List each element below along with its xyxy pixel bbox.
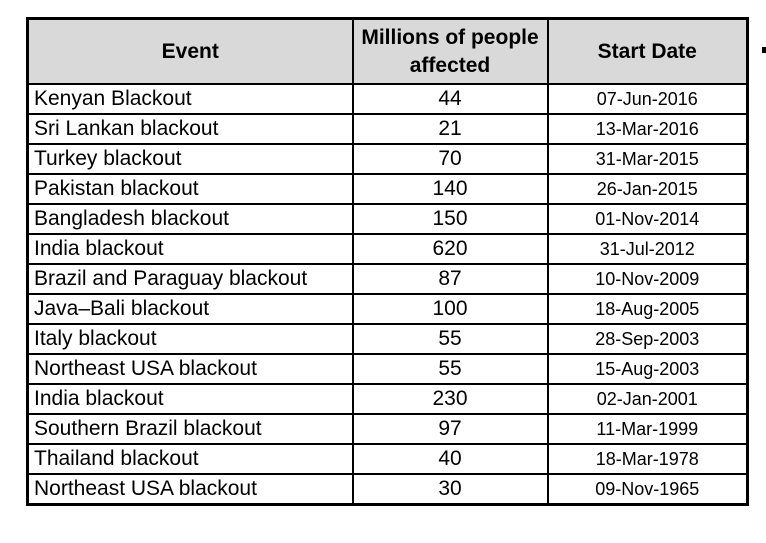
column-header-start-date: Start Date <box>548 19 748 85</box>
event-cell: Brazil and Paraguay blackout <box>28 264 353 294</box>
event-cell: Java–Bali blackout <box>28 294 353 324</box>
millions-cell: 150 <box>353 204 548 234</box>
start-date-cell: 18-Aug-2005 <box>548 294 748 324</box>
start-date-cell: 26-Jan-2015 <box>548 174 748 204</box>
cropped-edge-fragment <box>762 47 766 53</box>
header-row <box>28 19 748 85</box>
start-date-cell: 31-Mar-2015 <box>548 144 748 174</box>
millions-cell: 70 <box>353 144 548 174</box>
millions-cell: 55 <box>353 354 548 384</box>
table-row <box>28 204 748 234</box>
event-cell: Southern Brazil blackout <box>28 414 353 444</box>
start-date-cell: 15-Aug-2003 <box>548 354 748 384</box>
event-cell: Thailand blackout <box>28 444 353 474</box>
start-date-cell: 09-Nov-1965 <box>548 474 748 505</box>
millions-cell: 55 <box>353 324 548 354</box>
blackout-events-table <box>26 17 749 506</box>
table-row <box>28 384 748 414</box>
millions-cell: 100 <box>353 294 548 324</box>
start-date-cell: 10-Nov-2009 <box>548 264 748 294</box>
table-row <box>28 324 748 354</box>
millions-cell: 620 <box>353 234 548 264</box>
start-date-cell: 18-Mar-1978 <box>548 444 748 474</box>
millions-cell: 21 <box>353 114 548 144</box>
table-row <box>28 234 748 264</box>
table-row <box>28 444 748 474</box>
start-date-cell: 02-Jan-2001 <box>548 384 748 414</box>
event-cell: India blackout <box>28 384 353 414</box>
start-date-cell: 31-Jul-2012 <box>548 234 748 264</box>
event-cell: India blackout <box>28 234 353 264</box>
millions-cell: 97 <box>353 414 548 444</box>
millions-cell: 40 <box>353 444 548 474</box>
start-date-cell: 28-Sep-2003 <box>548 324 748 354</box>
start-date-cell: 13-Mar-2016 <box>548 114 748 144</box>
start-date-cell: 11-Mar-1999 <box>548 414 748 444</box>
table-row <box>28 264 748 294</box>
millions-cell: 87 <box>353 264 548 294</box>
millions-cell: 44 <box>353 84 548 114</box>
millions-cell: 140 <box>353 174 548 204</box>
millions-cell: 30 <box>353 474 548 505</box>
event-cell: Northeast USA blackout <box>28 354 353 384</box>
table-row <box>28 474 748 505</box>
start-date-cell: 07-Jun-2016 <box>548 84 748 114</box>
millions-cell: 230 <box>353 384 548 414</box>
table-row <box>28 174 748 204</box>
column-header-event: Event <box>28 19 353 85</box>
table-row <box>28 354 748 384</box>
table-header <box>28 19 748 85</box>
event-cell: Kenyan Blackout <box>28 84 353 114</box>
event-cell: Italy blackout <box>28 324 353 354</box>
table-row <box>28 114 748 144</box>
column-header-millions: Millions of people affected <box>353 19 548 85</box>
table-row <box>28 414 748 444</box>
table-row <box>28 144 748 174</box>
table-row <box>28 84 748 114</box>
table-body <box>28 84 748 505</box>
event-cell: Bangladesh blackout <box>28 204 353 234</box>
table-row <box>28 294 748 324</box>
event-cell: Sri Lankan blackout <box>28 114 353 144</box>
event-cell: Pakistan blackout <box>28 174 353 204</box>
event-cell: Turkey blackout <box>28 144 353 174</box>
start-date-cell: 01-Nov-2014 <box>548 204 748 234</box>
event-cell: Northeast USA blackout <box>28 474 353 505</box>
